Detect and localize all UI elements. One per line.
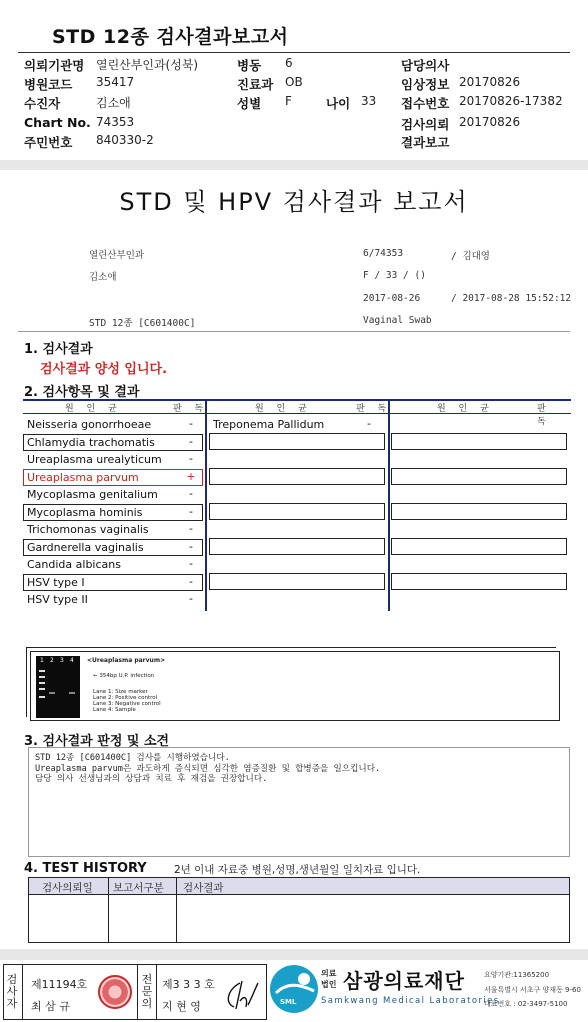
dept-label: 진료과 — [237, 77, 274, 92]
gel-legend-item: Lane 4: Sample — [93, 706, 136, 713]
empty-cell — [209, 468, 385, 485]
org-english-name: Samkwang Medical Laboratories — [321, 996, 500, 1006]
comment-line: Ureaplasma parvum은 과도하게 증식되면 심각한 염증질환 및 합병증을 일으킵니다. — [35, 763, 381, 774]
gel-caption — [87, 658, 165, 713]
grid-divider-1 — [205, 399, 207, 611]
age-value: 33 — [361, 94, 377, 108]
result-grid — [23, 399, 571, 611]
date-reported: / 2017-08-28 15:52:12 — [451, 293, 572, 304]
report-title: STD 및 HPV 검사결과 보고서 — [119, 188, 469, 216]
comment-line: STD 12종 [C601400C] 검사를 시행하였습니다. — [35, 753, 230, 763]
pathogen-result: + — [186, 470, 196, 483]
header-shade-bar — [0, 160, 588, 170]
org-prefix: 의료 — [321, 969, 337, 978]
pathogen-result: - — [189, 487, 193, 500]
gel-band — [39, 670, 45, 672]
gel-arrow-label: ← 354bp U.P. infection — [93, 672, 155, 679]
empty-cell — [391, 468, 567, 485]
col2-pathogen-header: 원 인 균 — [255, 404, 312, 414]
date-received: 2017-08-26 — [363, 293, 421, 304]
pathologist-label — [141, 974, 153, 1010]
pathogen-result: - — [189, 417, 193, 430]
gel-title: <Ureaplasma parvum> — [87, 657, 166, 664]
gel-band — [39, 676, 45, 678]
org-code: 요양기관:11365200 — [484, 971, 550, 979]
comment-box — [28, 747, 570, 857]
handwritten-signature — [222, 979, 260, 1013]
institution-value: 열린산부인과(성북) — [96, 58, 199, 72]
receipt-value: 20170826-17382 — [459, 94, 563, 108]
examiner-label-char: 사 — [6, 985, 18, 998]
examinee-label: 수진자 — [24, 96, 61, 111]
result-row — [23, 452, 203, 469]
pathologist-license: 제3 3 3 호 — [162, 978, 215, 991]
age-label: 나이 — [326, 96, 351, 111]
history-col-header: 보고서구분 — [113, 882, 164, 894]
org-phone: 대표번호 : 02-3497-5100 — [484, 1000, 568, 1008]
header-divider — [18, 52, 570, 53]
lane-label: 3 — [60, 657, 64, 664]
col1-pathogen-header: 원 인 균 — [65, 404, 122, 414]
grid-divider-2 — [388, 399, 390, 611]
header-title: STD 12종 검사결과보고서 — [52, 26, 289, 48]
hospital-code-label: 병원코드 — [24, 77, 73, 92]
signature-block — [3, 964, 267, 1020]
result-row — [23, 487, 203, 504]
doctor-label: 담당의사 — [401, 58, 450, 73]
pathogen-name: Ureaplasma parvum — [27, 471, 139, 484]
ward-label: 병동 — [237, 58, 262, 73]
header-row-5 — [0, 133, 588, 151]
pathogen-name: Gardnerella vaginalis — [27, 541, 144, 554]
pathogen-name: HSV type II — [27, 593, 88, 606]
pathogen-result: - — [189, 522, 193, 535]
pathogen-name: Treponema Pallidum — [213, 418, 325, 431]
section4-heading: 4. TEST HISTORY — [24, 861, 147, 876]
pathologist-label-char: 문 — [141, 985, 153, 998]
history-note: 2년 이내 자료중 병원,성명,생년월일 일치자료 입니다. — [174, 864, 421, 876]
positive-result-text: 검사결과 양성 입니다. — [40, 362, 168, 377]
gel-legend-item: Lane 2: Positive control — [93, 694, 158, 701]
clinical-label: 임상정보 — [401, 77, 450, 92]
signature-divider — [137, 965, 138, 1019]
empty-cell — [391, 503, 567, 520]
history-col-divider — [176, 878, 177, 942]
org-address: 서울특별시 서초구 양재동 9-60 — [484, 986, 581, 994]
chart-label: Chart No. — [24, 115, 91, 130]
gel-band — [69, 692, 75, 694]
sml-logo-text: SML — [280, 998, 297, 1006]
examiner-label — [6, 974, 18, 1010]
lane-label: 4 — [70, 657, 74, 664]
institution-label: 의뢰기관명 — [24, 58, 85, 73]
result-row — [23, 592, 203, 609]
examinee-value: 김소애 — [96, 96, 131, 110]
rrn-value: 840330-2 — [96, 133, 154, 147]
gel-band — [39, 688, 45, 690]
report-label: 결과보고 — [401, 135, 450, 150]
official-seal-stamp — [98, 975, 132, 1009]
lane-label: 2 — [50, 657, 54, 664]
col1-result-header: 판 독 — [173, 404, 209, 414]
history-col-divider — [108, 878, 109, 942]
gel-image-frame — [30, 651, 560, 721]
info-divider — [18, 331, 570, 332]
lane-label: 1 — [40, 657, 44, 664]
footer-shade-bar — [0, 949, 588, 960]
result-row-positive — [23, 469, 203, 486]
receipt-label: 접수번호 — [401, 96, 450, 111]
org-prefix: 법인 — [321, 980, 337, 989]
empty-cell — [391, 573, 567, 590]
pathologist-label-char: 의 — [141, 997, 153, 1010]
history-col-header: 검사의뢰일 — [42, 882, 93, 894]
rrn-label: 주민번호 — [24, 135, 73, 150]
signature-divider — [156, 965, 157, 1019]
result-row — [23, 434, 203, 451]
gel-band — [39, 696, 45, 698]
col3-pathogen-header: 원 인 균 — [437, 404, 494, 414]
result-row — [23, 522, 203, 539]
doctor-ref: / 김대영 — [451, 251, 490, 262]
signature-divider — [22, 965, 23, 1019]
history-col-header: 검사결과 — [183, 882, 224, 894]
pathogen-name: Chlamydia trachomatis — [27, 436, 155, 449]
empty-cell — [209, 538, 385, 555]
col3-result-header: 판 독 — [537, 404, 551, 427]
sex-label: 성별 — [237, 96, 262, 111]
org-name: 삼광의료재단 — [343, 969, 465, 993]
request-label: 검사의뢰 — [401, 117, 450, 132]
comment-line: 담당 의사 선생님과의 상담과 치료 후 재검을 권장합니다. — [35, 774, 268, 784]
clinical-value: 20170826 — [459, 75, 521, 89]
chart-value: 74353 — [96, 115, 135, 129]
col2-result-header: 판 독 — [356, 404, 392, 414]
pathogen-name: Candida albicans — [27, 558, 121, 571]
gel-band — [49, 692, 55, 694]
header-row-1 — [0, 56, 588, 74]
id-ref: 6/74353 — [363, 248, 404, 259]
pathogen-result: - — [189, 592, 193, 605]
history-table — [28, 877, 570, 943]
dept-value: OB — [285, 75, 303, 89]
pathogen-name: Ureaplasma urealyticum — [27, 453, 162, 466]
gel-band — [39, 682, 45, 684]
section2-heading: 2. 검사항목 및 결과 — [24, 385, 140, 400]
result-row — [23, 417, 203, 434]
examiner-license: 제11194호 — [31, 978, 88, 991]
ward-value: 6 — [285, 56, 293, 70]
header-row-2 — [0, 75, 588, 93]
result-row — [23, 574, 203, 591]
examiner-name: 최 삼 규 — [31, 1000, 70, 1013]
empty-cell — [209, 503, 385, 520]
examiner-label-char: 자 — [6, 997, 18, 1010]
result-row — [23, 557, 203, 574]
report-header — [0, 0, 588, 166]
header-row-3 — [0, 94, 588, 112]
clinic-name: 열린산부인과 — [89, 250, 145, 261]
hospital-code-value: 35417 — [96, 75, 135, 89]
result-row — [23, 504, 203, 521]
pathologist-label-char: 전 — [141, 973, 153, 986]
specimen: Vaginal Swab — [363, 315, 432, 326]
pathogen-name: Mycoplasma hominis — [27, 506, 143, 519]
pathogen-name: Trichomonas vaginalis — [27, 523, 149, 536]
header-row-4 — [0, 115, 588, 133]
empty-cell — [209, 573, 385, 590]
examiner-label-char: 검 — [6, 973, 18, 986]
result-row — [23, 539, 203, 556]
pathogen-result: - — [189, 557, 193, 570]
history-table-header — [29, 878, 569, 895]
pathogen-result: - — [189, 540, 193, 553]
patient-name: 김소애 — [89, 272, 117, 283]
section3-heading: 3. 검사결과 판정 및 소견 — [24, 734, 170, 749]
pathologist-name: 지 현 영 — [162, 1000, 201, 1013]
sex-age: F / 33 / () — [363, 270, 426, 281]
pathogen-result: - — [189, 505, 193, 518]
request-value: 20170826 — [459, 115, 521, 129]
pathogen-result: - — [189, 435, 193, 448]
sex-value: F — [285, 94, 292, 108]
section1-heading: 1. 검사결과 — [24, 342, 93, 357]
empty-cell — [391, 433, 567, 450]
pathogen-result: - — [367, 417, 371, 430]
gel-legend-item: Lane 3: Negative control — [93, 700, 161, 707]
pathogen-name: Mycoplasma genitalium — [27, 488, 158, 501]
pathogen-name: HSV type I — [27, 576, 85, 589]
pathogen-result: - — [189, 575, 193, 588]
pathogen-result: - — [189, 452, 193, 465]
gel-legend-item: Lane 1: Size marker — [93, 688, 148, 695]
empty-cell — [209, 433, 385, 450]
test-code: STD 12종 [C601400C] — [89, 318, 196, 329]
empty-cell — [391, 538, 567, 555]
pathogen-name: Neisseria gonorrhoeae — [27, 418, 152, 431]
gel-electrophoresis-image — [36, 656, 80, 718]
